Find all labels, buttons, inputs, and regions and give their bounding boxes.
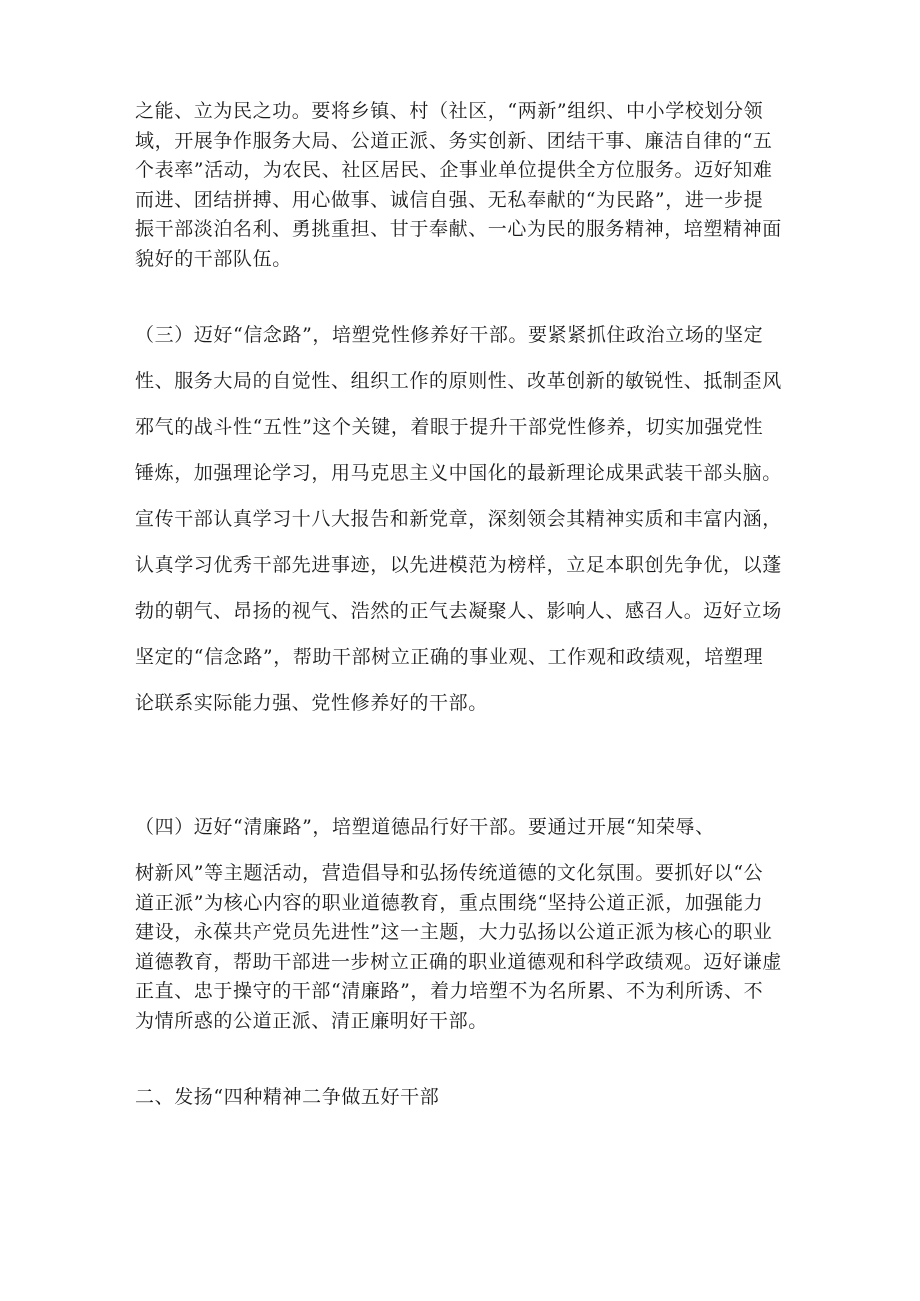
paragraph-belief-road: （三）迈好“信念路”，培塑党性修养好干部。要紧紧抓住政治立场的坚定 性、服务大局的自觉性、组织工作的原则性、改革创新的敏锐性、抵制歪风 邪气的战斗性“五性”这个关键，着眼于提升干部党性修养，切实加强党性 锤炼，加强理论学习，用马克思主义中国化的最新理论成果武装干部头脑。 宣传干部认真学习十八大报告和新党章，深刻领会其精神实质和丰富内涵， 认真学习优秀干部先进事迹，以先进模范为榜样，立足本职创先争优，以蓬 勃的朝气、昂扬的视气、浩然的正气去凝聚人、影响人、感召人。迈好立场 坚定的“信念路”，帮助干部树立正确的事业观、工作观和政绩观，培塑理 论联系实际能力强、党性修养好的干部。 xyxy=(135,324,782,714)
paragraph-clean-road-body: 树新风”等主题活动，营造倡导和弘扬传统道德的文化氛围。要抓好以“公 道正派”为核心内容的职业道德教育，重点围绕“坚持公道正派，加强能力 建设，永葆共产党员先进性”这一主题，大力弘扬以公道正派为核心的职业 道德教育，帮助干部进一步树立正确的职业道德观和科学政绩观。迈好谦虚 正直、忠于操守的干部“清廉路”，着力培塑不为名所累、不为利所诱、不 为情所惑的公道正派、清正廉明好干部。 xyxy=(135,862,782,1032)
section-heading-four-spirits: 二、发扬“四种精神二争做五好干部 xyxy=(135,1086,440,1108)
paragraph-clean-road-heading-line: （四）迈好“清廉路”，培塑道德品行好干部。要通过开展“知荣辱、 xyxy=(135,816,715,838)
paragraph-service-for-people: 之能、立为民之功。要将乡镇、村（社区，“两新”组织、中小学校划分领 域，开展争作服务大局、公道正派、务实创新、团结干事、廉洁自律的“五 个表率”活动，为农民、社区居民、企事业单位提供全方位服务。迈好知难 而进、团结拼搏、用心做事、诚信自强、无私奉献的“为民路”，进一步提 振干部淡泊名利、勇挑重担、甘于奉献、一心为民的服务精神，培塑精神面 貌好的干部队伍。 xyxy=(135,100,782,270)
